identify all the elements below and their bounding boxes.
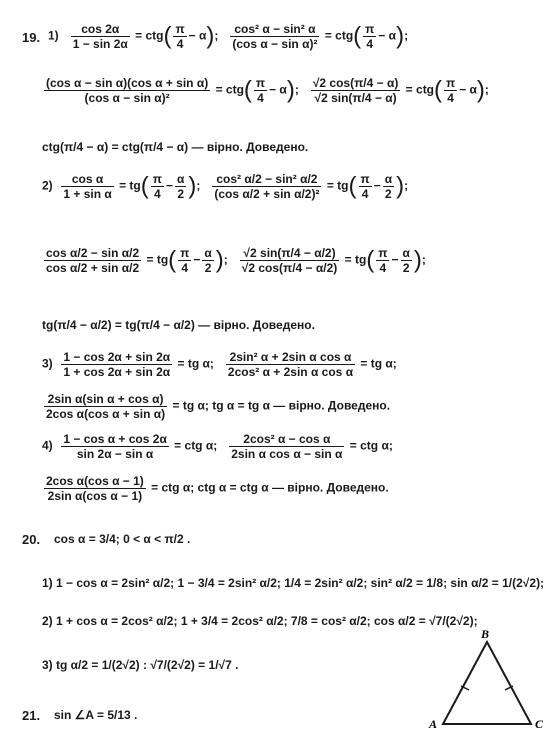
fraction: $\frac{\text{cos α}}{\text{1 + sin α}}$ bbox=[63, 172, 112, 201]
fraction: $\frac{1 - \cos 2\alpha + \sin 2\alpha}{1 + \cos 2\alpha + \sin 2\alpha}$ bbox=[63, 350, 171, 379]
p19-line-8: $\frac{\text{2sin α(sin α + cos α)}}{\text{2cos α(cos α + sin α)}}$ = tg α; tg α = tg α — вірно. Доведено. bbox=[46, 392, 391, 421]
item-label: 1) bbox=[48, 28, 59, 43]
fraction: $\frac{\text{2cos α(cos α − 1)}}{\text{2sin α(cos α − 1)}}$ bbox=[46, 474, 144, 503]
fraction: $\frac{\text{cos² α/2 − sin² α/2}}{\text{(cos α/2 + sin α/2)²}}$ bbox=[214, 172, 320, 201]
p19-line-7: 3) $\frac{1 - \cos 2\alpha + \sin 2\alpha}{1 + \cos 2\alpha + \sin 2\alpha}$ = tg α; $\frac{\text{2sin² α + 2sin α cos α}}{\text{2cos² α + 2sin α cos α}}$ = tg α; bbox=[42, 350, 397, 379]
p19-line-5: $\frac{\text{cos α/2 − sin α/2}}{\text{cos α/2 + sin α/2}}$ = tg( $\frac{\pi}{4}$ − $\frac{\alpha}{2}$ ); $\frac{√2 \sin(\pi/4 - \alpha/2)}{√2 \cos(\pi/4 - \alpha/2)}$ = tg( $\frac{\pi}{4}$ − $\frac{\alpha}{2}$ ); bbox=[46, 246, 426, 275]
problem-20-number: 20. bbox=[22, 532, 41, 547]
vertex-label-a: A bbox=[429, 717, 438, 731]
isosceles-triangle-figure bbox=[425, 628, 550, 740]
vertex-label-b: B bbox=[481, 628, 490, 641]
fraction: $\frac{√2 \sin(\pi/4 - \alpha/2)}{√2 \cos(\pi/4 - \alpha/2)}$ bbox=[241, 246, 338, 275]
fraction: $\frac{\text{2cos² α − cos α}}{\text{2sin α cos α − sin α}}$ bbox=[231, 432, 343, 461]
p19-line-10: $\frac{\text{2cos α(cos α − 1)}}{\text{2sin α(cos α − 1)}}$ = ctg α; ctg α = ctg α — вірно. Доведено. bbox=[46, 474, 389, 503]
triangle-shape bbox=[443, 642, 531, 724]
p19-line-1: 1) $\frac{\cos 2\alpha}{1 - \sin 2\alpha}$ = ctg( $\frac{\pi}{4}$ − α); $\frac{\text{cos² α − sin² α}}{\text{(cos α − sin α)²}}$ = ctg( $\frac{\pi}{4}$ − α); bbox=[48, 22, 409, 51]
vertex-label-c: C bbox=[535, 717, 544, 731]
fraction: $\frac{\text{1 − cos α + cos 2α}}{\text{sin 2α − sin α}}$ bbox=[63, 432, 167, 461]
p21-condition: sin ∠A = 5/13 . bbox=[54, 708, 138, 722]
fraction: $\frac{\cos 2\alpha}{1 - \sin 2\alpha}$ bbox=[72, 22, 128, 51]
p19-line-2: $\frac{\text{(cos α − sin α)(cos α + sin α)}}{\text{(cos α − sin α)²}}$ = ctg( $\frac{\pi}{4}$ − α); $\frac{√2 \cos(\pi/4 - \alpha)}{√2 \sin(\pi/4 - \alpha)}$ = ctg( $\frac{\pi}{4}$ − α); bbox=[46, 76, 489, 105]
fraction: $\frac{\text{cos² α − sin² α}}{\text{(cos α − sin α)²}}$ bbox=[232, 22, 318, 51]
fraction: $\frac{√2 \cos(\pi/4 - \alpha)}{√2 \sin(\pi/4 - \alpha)}$ bbox=[312, 76, 399, 105]
p19-line-9: 4) $\frac{\text{1 − cos α + cos 2α}}{\text{sin 2α − sin α}}$ = ctg α; $\frac{\text{2cos² α − cos α}}{\text{2sin α cos α − sin α}}$ = ctg α; bbox=[42, 432, 393, 461]
p19-line-4: 2) $\frac{\text{cos α}}{\text{1 + sin α}}$ = tg( $\frac{\pi}{4}$ − $\frac{\alpha}{2}$ ); $\frac{\text{cos² α/2 − sin² α/2}}{\text{(cos α/2 + sin α/2)²}}$ = tg( $\frac{\pi}{4}$ − $\frac{\alpha}{2}$ ); bbox=[42, 172, 409, 201]
problem-19-number: 19. bbox=[22, 30, 41, 45]
p20-condition: cos α = 3/4; 0 < α < π/2 . bbox=[54, 532, 191, 546]
fraction: $\frac{\text{cos α/2 − sin α/2}}{\text{cos α/2 + sin α/2}}$ bbox=[46, 246, 140, 275]
p20-step-3: 3) tg α/2 = 1/(2√2) : √7/(2√2) = 1/√7 . bbox=[42, 658, 239, 672]
problem-21-number: 21. bbox=[22, 708, 41, 723]
p19-line-3: ctg(π/4 − α) = ctg(π/4 − α) — вірно. Доведено. bbox=[42, 140, 309, 154]
fraction: $\frac{\text{2sin² α + 2sin α cos α}}{\text{2cos² α + 2sin α cos α}}$ bbox=[227, 350, 354, 379]
fraction: $\frac{\text{(cos α − sin α)(cos α + sin α)}}{\text{(cos α − sin α)²}}$ bbox=[46, 76, 209, 105]
p20-step-2: 2) 1 + cos α = 2cos² α/2; 1 + 3/4 = 2cos² α/2; 7/8 = cos² α/2; cos α/2 = √7/(2√2); bbox=[42, 614, 478, 628]
p20-step-1: 1) 1 − cos α = 2sin² α/2; 1 − 3/4 = 2sin² α/2; 1/4 = 2sin² α/2; sin² α/2 = 1/8; sin α/2 = 1/(2√2); bbox=[42, 576, 545, 590]
fraction: $\frac{\text{2sin α(sin α + cos α)}}{\text{2cos α(cos α + sin α)}}$ bbox=[46, 392, 166, 421]
p19-line-6: tg(π/4 − α/2) = tg(π/4 − α/2) — вірно. Доведено. bbox=[42, 318, 315, 332]
